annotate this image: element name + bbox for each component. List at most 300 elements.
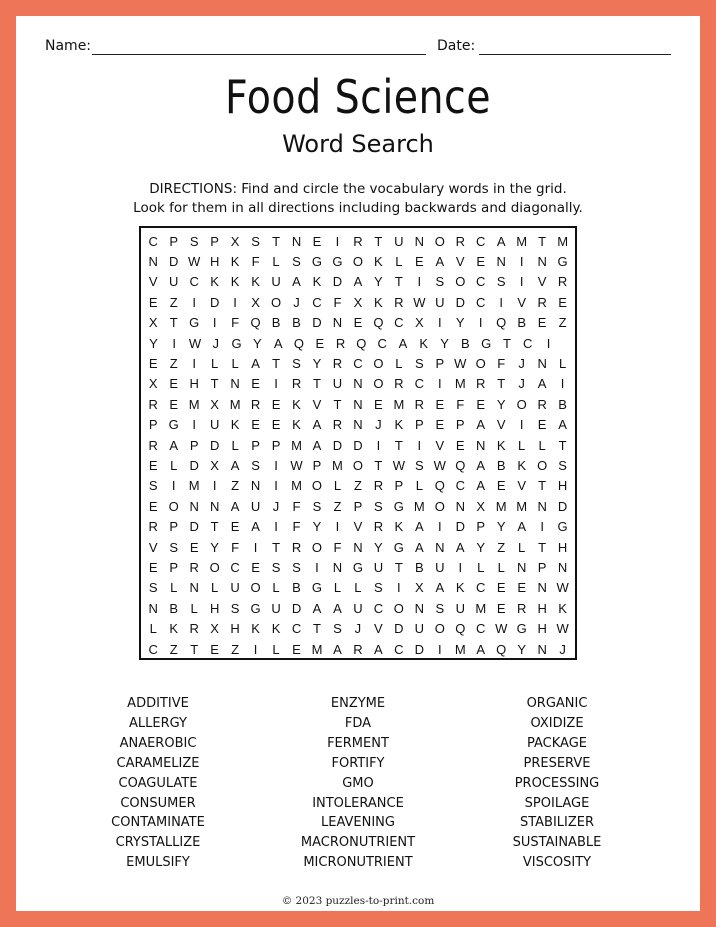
grid-letter[interactable]: Y: [374, 539, 383, 555]
grid-letter[interactable]: U: [435, 559, 445, 575]
grid-letter[interactable]: C: [414, 376, 425, 392]
grid-letter[interactable]: J: [293, 294, 300, 310]
grid-letter[interactable]: N: [496, 254, 506, 270]
grid-letter[interactable]: G: [311, 580, 323, 596]
grid-letter[interactable]: E: [414, 254, 424, 270]
grid-letter[interactable]: S: [292, 559, 301, 575]
grid-letter[interactable]: C: [476, 621, 486, 637]
grid-letter[interactable]: V: [517, 294, 526, 310]
grid-letter[interactable]: E: [189, 539, 199, 555]
grid-letter[interactable]: Z: [231, 478, 240, 494]
grid-letter[interactable]: I: [560, 376, 565, 392]
grid-letter[interactable]: Y: [312, 356, 322, 372]
grid-letter[interactable]: T: [558, 437, 567, 453]
grid-letter[interactable]: W: [556, 580, 569, 596]
grid-letter[interactable]: I: [376, 437, 381, 453]
grid-letter[interactable]: A: [476, 641, 486, 657]
grid-letter[interactable]: V: [148, 539, 158, 555]
grid-letter[interactable]: V: [353, 519, 363, 535]
grid-letter[interactable]: I: [417, 274, 422, 290]
grid-letter[interactable]: J: [212, 335, 220, 351]
grid-letter[interactable]: S: [414, 457, 424, 473]
grid-letter[interactable]: N: [537, 641, 547, 657]
grid-letter[interactable]: T: [272, 539, 281, 555]
grid-letter[interactable]: L: [415, 478, 423, 494]
grid-letter[interactable]: F: [231, 539, 240, 555]
grid-letter[interactable]: R: [394, 376, 404, 392]
grid-letter[interactable]: N: [189, 580, 199, 596]
grid-letter[interactable]: F: [292, 519, 301, 535]
grid-letter[interactable]: D: [332, 437, 343, 453]
grid-letter[interactable]: X: [210, 396, 219, 412]
grid-letter[interactable]: N: [414, 233, 425, 249]
grid-letter[interactable]: M: [229, 396, 241, 412]
grid-letter[interactable]: K: [230, 254, 240, 270]
grid-letter[interactable]: M: [516, 498, 528, 514]
grid-letter[interactable]: G: [557, 254, 568, 270]
grid-letter[interactable]: Q: [434, 478, 445, 494]
grid-letter[interactable]: L: [170, 457, 178, 473]
grid-letter[interactable]: H: [230, 621, 240, 637]
grid-letter[interactable]: R: [148, 437, 158, 453]
grid-letter[interactable]: A: [435, 580, 445, 596]
grid-letter[interactable]: X: [476, 498, 486, 514]
grid-letter[interactable]: T: [394, 274, 403, 290]
grid-letter[interactable]: P: [455, 417, 465, 433]
grid-letter[interactable]: K: [251, 621, 260, 637]
grid-letter[interactable]: A: [558, 417, 567, 433]
grid-letter[interactable]: G: [168, 417, 179, 433]
grid-letter[interactable]: R: [332, 417, 343, 433]
grid-letter[interactable]: A: [537, 376, 547, 392]
grid-letter[interactable]: Q: [356, 335, 367, 351]
grid-letter[interactable]: N: [353, 376, 363, 392]
grid-letter[interactable]: R: [476, 376, 486, 392]
grid-letter[interactable]: E: [292, 641, 301, 657]
grid-letter[interactable]: N: [537, 498, 547, 514]
grid-letter[interactable]: O: [537, 457, 548, 473]
grid-letter[interactable]: A: [353, 274, 363, 290]
grid-letter[interactable]: L: [395, 356, 403, 372]
grid-letter[interactable]: I: [437, 376, 442, 392]
grid-letter[interactable]: N: [332, 315, 343, 331]
grid-letter[interactable]: D: [414, 641, 425, 657]
grid-letter[interactable]: C: [476, 294, 486, 310]
grid-letter[interactable]: F: [333, 294, 342, 310]
grid-letter[interactable]: A: [517, 519, 526, 535]
grid-letter[interactable]: P: [435, 356, 445, 372]
grid-letter[interactable]: O: [352, 254, 363, 270]
grid-letter[interactable]: E: [251, 376, 260, 392]
grid-letter[interactable]: R: [557, 274, 568, 290]
grid-letter[interactable]: K: [312, 274, 322, 290]
grid-letter[interactable]: J: [518, 376, 525, 392]
grid-letter[interactable]: Y: [253, 335, 262, 351]
grid-letter[interactable]: C: [148, 233, 158, 249]
grid-letter[interactable]: N: [557, 559, 568, 575]
grid-letter[interactable]: K: [292, 417, 301, 433]
grid-letter[interactable]: M: [291, 437, 302, 453]
grid-letter[interactable]: L: [211, 356, 219, 372]
grid-letter[interactable]: A: [476, 417, 486, 433]
grid-letter[interactable]: L: [272, 641, 280, 657]
grid-letter[interactable]: X: [251, 294, 260, 310]
grid-letter[interactable]: E: [558, 294, 567, 310]
grid-letter[interactable]: O: [352, 457, 363, 473]
grid-letter[interactable]: L: [149, 621, 157, 637]
grid-letter[interactable]: S: [271, 559, 281, 575]
grid-letter[interactable]: V: [374, 621, 383, 637]
grid-letter[interactable]: T: [394, 559, 403, 575]
grid-letter[interactable]: M: [413, 498, 425, 514]
grid-letter[interactable]: I: [335, 519, 340, 535]
grid-letter[interactable]: E: [271, 396, 281, 412]
grid-letter[interactable]: I: [192, 417, 196, 433]
grid-letter[interactable]: T: [374, 457, 383, 473]
grid-letter[interactable]: A: [312, 437, 322, 453]
grid-letter[interactable]: F: [231, 315, 240, 331]
grid-letter[interactable]: Y: [440, 335, 449, 351]
grid-letter[interactable]: M: [188, 396, 200, 412]
grid-letter[interactable]: A: [230, 498, 240, 514]
grid-letter[interactable]: A: [292, 274, 301, 290]
grid-letter[interactable]: O: [434, 233, 445, 249]
grid-letter[interactable]: W: [433, 457, 446, 473]
grid-letter[interactable]: E: [374, 396, 383, 412]
grid-letter[interactable]: N: [435, 539, 445, 555]
grid-letter[interactable]: T: [374, 233, 383, 249]
grid-letter[interactable]: Q: [455, 457, 466, 473]
grid-letter[interactable]: I: [172, 335, 176, 351]
grid-letter[interactable]: N: [148, 254, 158, 270]
grid-letter[interactable]: K: [374, 254, 383, 270]
grid-letter[interactable]: C: [353, 356, 363, 372]
grid-letter[interactable]: I: [171, 478, 176, 494]
grid-letter[interactable]: N: [250, 478, 261, 494]
grid-letter[interactable]: P: [394, 478, 404, 494]
grid-letter[interactable]: C: [476, 274, 486, 290]
grid-letter[interactable]: I: [540, 519, 544, 535]
grid-letter[interactable]: A: [374, 641, 383, 657]
grid-letter[interactable]: P: [353, 498, 363, 514]
grid-letter[interactable]: I: [417, 437, 422, 453]
grid-letter[interactable]: D: [209, 437, 220, 453]
grid-letter[interactable]: C: [455, 478, 465, 494]
grid-letter[interactable]: A: [398, 335, 408, 351]
grid-letter[interactable]: I: [274, 457, 278, 473]
grid-letter[interactable]: L: [477, 559, 485, 575]
grid-letter[interactable]: W: [413, 294, 426, 310]
grid-letter[interactable]: E: [169, 396, 179, 412]
grid-letter[interactable]: H: [557, 478, 568, 494]
grid-letter[interactable]: L: [497, 559, 505, 575]
grid-letter[interactable]: P: [169, 519, 179, 535]
grid-letter[interactable]: L: [333, 580, 342, 596]
grid-letter[interactable]: U: [394, 233, 404, 249]
grid-letter[interactable]: F: [497, 356, 506, 372]
grid-letter[interactable]: R: [414, 396, 425, 412]
grid-letter[interactable]: U: [414, 621, 425, 637]
grid-letter[interactable]: G: [393, 539, 404, 555]
grid-letter[interactable]: R: [189, 559, 199, 575]
grid-letter[interactable]: A: [251, 519, 260, 535]
grid-letter[interactable]: T: [210, 376, 219, 392]
grid-letter[interactable]: I: [335, 233, 340, 249]
grid-letter[interactable]: T: [313, 376, 321, 392]
grid-letter[interactable]: E: [455, 437, 465, 453]
grid-letter[interactable]: A: [496, 233, 506, 249]
grid-letter[interactable]: S: [312, 498, 322, 514]
grid-letter[interactable]: I: [212, 315, 217, 331]
grid-letter[interactable]: Z: [231, 641, 240, 657]
grid-letter[interactable]: M: [516, 233, 528, 249]
grid-letter[interactable]: I: [192, 356, 196, 372]
grid-letter[interactable]: E: [496, 478, 506, 494]
grid-letter[interactable]: I: [315, 559, 319, 575]
grid-letter[interactable]: E: [148, 356, 158, 372]
grid-letter[interactable]: T: [272, 356, 281, 372]
grid-letter[interactable]: W: [392, 457, 405, 473]
grid-letter[interactable]: I: [397, 580, 401, 596]
grid-letter[interactable]: I: [253, 539, 258, 555]
grid-letter[interactable]: T: [169, 315, 178, 331]
grid-letter[interactable]: K: [271, 621, 281, 637]
grid-letter[interactable]: Y: [496, 519, 506, 535]
grid-letter[interactable]: K: [558, 600, 567, 616]
grid-letter[interactable]: O: [311, 539, 323, 555]
grid-letter[interactable]: D: [394, 621, 404, 637]
grid-letter[interactable]: G: [393, 498, 404, 514]
grid-letter[interactable]: Y: [496, 396, 506, 412]
grid-letter[interactable]: E: [148, 498, 158, 514]
grid-letter[interactable]: O: [393, 600, 404, 616]
grid-letter[interactable]: E: [169, 376, 179, 392]
grid-letter[interactable]: W: [188, 254, 201, 270]
grid-letter[interactable]: D: [291, 600, 302, 616]
grid-letter[interactable]: L: [518, 437, 526, 453]
grid-letter[interactable]: T: [313, 621, 321, 637]
grid-letter[interactable]: I: [212, 478, 217, 494]
grid-letter[interactable]: K: [517, 457, 526, 473]
grid-letter[interactable]: U: [169, 274, 179, 290]
grid-letter[interactable]: C: [189, 274, 199, 290]
grid-letter[interactable]: L: [211, 580, 219, 596]
grid-letter[interactable]: R: [516, 600, 527, 616]
grid-letter[interactable]: S: [230, 600, 240, 616]
grid-letter[interactable]: S: [496, 274, 506, 290]
grid-letter[interactable]: R: [353, 641, 363, 657]
grid-letter[interactable]: K: [496, 437, 506, 453]
grid-letter[interactable]: L: [272, 580, 280, 596]
grid-letter[interactable]: A: [333, 641, 342, 657]
grid-letter[interactable]: W: [290, 457, 303, 473]
grid-letter[interactable]: W: [495, 621, 508, 637]
grid-letter[interactable]: C: [373, 600, 384, 616]
grid-letter[interactable]: K: [210, 274, 219, 290]
grid-letter[interactable]: R: [373, 478, 384, 494]
grid-letter[interactable]: H: [537, 600, 547, 616]
grid-letter[interactable]: K: [419, 335, 429, 351]
name-blank[interactable]: [92, 54, 426, 55]
grid-letter[interactable]: I: [499, 294, 504, 310]
grid-letter[interactable]: B: [496, 457, 506, 473]
grid-letter[interactable]: E: [315, 335, 325, 351]
grid-letter[interactable]: D: [455, 294, 465, 310]
grid-letter[interactable]: A: [251, 356, 260, 372]
grid-letter[interactable]: X: [414, 580, 424, 596]
grid-letter[interactable]: Q: [455, 621, 466, 637]
grid-letter[interactable]: L: [272, 254, 280, 270]
grid-letter[interactable]: B: [517, 315, 526, 331]
grid-letter[interactable]: T: [538, 539, 547, 555]
grid-letter[interactable]: Y: [312, 519, 322, 535]
grid-letter[interactable]: R: [455, 233, 465, 249]
grid-letter[interactable]: Z: [169, 356, 178, 372]
grid-letter[interactable]: R: [353, 233, 363, 249]
grid-letter[interactable]: X: [148, 376, 158, 392]
date-blank[interactable]: [479, 54, 671, 55]
grid-letter[interactable]: P: [251, 437, 260, 453]
grid-letter[interactable]: A: [312, 417, 322, 433]
grid-letter[interactable]: L: [395, 254, 403, 270]
grid-letter[interactable]: A: [333, 600, 342, 616]
grid-letter[interactable]: H: [209, 254, 220, 270]
grid-letter[interactable]: W: [188, 335, 202, 351]
grid-letter[interactable]: O: [168, 498, 179, 514]
grid-letter[interactable]: G: [352, 559, 363, 575]
grid-letter[interactable]: I: [458, 559, 463, 575]
grid-letter[interactable]: A: [312, 600, 322, 616]
grid-letter[interactable]: K: [230, 417, 240, 433]
grid-letter[interactable]: O: [373, 356, 384, 372]
grid-letter[interactable]: N: [189, 498, 199, 514]
grid-letter[interactable]: C: [291, 621, 302, 637]
grid-letter[interactable]: I: [192, 294, 196, 310]
grid-letter[interactable]: G: [557, 519, 568, 535]
grid-letter[interactable]: U: [353, 600, 363, 616]
grid-letter[interactable]: L: [354, 580, 362, 596]
grid-letter[interactable]: C: [377, 335, 387, 351]
grid-letter[interactable]: M: [311, 641, 323, 657]
grid-letter[interactable]: N: [537, 580, 547, 596]
grid-letter[interactable]: O: [516, 396, 527, 412]
grid-letter[interactable]: S: [558, 457, 567, 473]
grid-letter[interactable]: G: [189, 315, 200, 331]
grid-letter[interactable]: O: [475, 356, 486, 372]
grid-letter[interactable]: T: [190, 641, 199, 657]
grid-letter[interactable]: H: [537, 621, 547, 637]
grid-letter[interactable]: H: [209, 600, 220, 616]
grid-letter[interactable]: K: [394, 417, 404, 433]
grid-letter[interactable]: D: [353, 437, 363, 453]
grid-letter[interactable]: V: [455, 254, 465, 270]
grid-letter[interactable]: P: [271, 437, 281, 453]
grid-letter[interactable]: N: [148, 600, 158, 616]
grid-letter[interactable]: N: [455, 498, 465, 514]
grid-letter[interactable]: S: [374, 580, 383, 596]
grid-letter[interactable]: N: [353, 417, 363, 433]
grid-letter[interactable]: M: [291, 478, 302, 494]
grid-letter[interactable]: E: [476, 396, 486, 412]
grid-letter[interactable]: C: [523, 335, 533, 351]
grid-letter[interactable]: U: [250, 498, 261, 514]
grid-letter[interactable]: O: [373, 376, 384, 392]
grid-letter[interactable]: S: [292, 356, 301, 372]
grid-letter[interactable]: R: [291, 376, 302, 392]
grid-letter[interactable]: P: [210, 233, 219, 249]
grid-letter[interactable]: M: [454, 376, 466, 392]
grid-letter[interactable]: A: [414, 539, 424, 555]
grid-letter[interactable]: E: [251, 417, 260, 433]
grid-letter[interactable]: J: [354, 621, 362, 637]
grid-letter[interactable]: T: [538, 478, 547, 494]
grid-letter[interactable]: F: [251, 254, 260, 270]
grid-letter[interactable]: E: [251, 559, 260, 575]
grid-letter[interactable]: M: [495, 498, 507, 514]
grid-letter[interactable]: E: [148, 457, 158, 473]
grid-letter[interactable]: P: [148, 417, 158, 433]
grid-letter[interactable]: F: [456, 396, 465, 412]
grid-letter[interactable]: T: [502, 335, 511, 351]
grid-letter[interactable]: T: [394, 437, 403, 453]
grid-letter[interactable]: C: [394, 641, 404, 657]
grid-letter[interactable]: P: [537, 559, 547, 575]
grid-letter[interactable]: E: [435, 396, 445, 412]
grid-letter[interactable]: B: [414, 559, 424, 575]
grid-letter[interactable]: S: [414, 356, 424, 372]
grid-letter[interactable]: J: [559, 641, 566, 657]
grid-letter[interactable]: Z: [353, 478, 362, 494]
grid-letter[interactable]: N: [291, 233, 302, 249]
grid-letter[interactable]: I: [437, 641, 442, 657]
grid-letter[interactable]: Y: [455, 315, 465, 331]
grid-letter[interactable]: N: [353, 539, 363, 555]
grid-letter[interactable]: D: [189, 519, 199, 535]
grid-letter[interactable]: F: [292, 498, 301, 514]
grid-letter[interactable]: I: [519, 274, 524, 290]
grid-letter[interactable]: O: [209, 559, 220, 575]
grid-letter[interactable]: Q: [250, 315, 261, 331]
grid-letter[interactable]: A: [169, 437, 179, 453]
grid-letter[interactable]: E: [210, 641, 219, 657]
grid-letter[interactable]: K: [455, 580, 465, 596]
grid-letter[interactable]: B: [271, 315, 281, 331]
grid-letter[interactable]: I: [519, 417, 524, 433]
grid-letter[interactable]: P: [169, 559, 179, 575]
grid-letter[interactable]: X: [148, 315, 158, 331]
grid-letter[interactable]: A: [435, 254, 445, 270]
grid-letter[interactable]: W: [454, 356, 467, 372]
grid-letter[interactable]: I: [437, 519, 442, 535]
grid-letter[interactable]: T: [210, 519, 219, 535]
grid-letter[interactable]: Y: [210, 539, 219, 555]
grid-letter[interactable]: L: [231, 437, 239, 453]
grid-letter[interactable]: N: [332, 559, 343, 575]
grid-letter[interactable]: S: [435, 274, 445, 290]
grid-letter[interactable]: K: [230, 274, 240, 290]
grid-letter[interactable]: U: [455, 600, 465, 616]
grid-letter[interactable]: Y: [476, 539, 486, 555]
grid-letter[interactable]: I: [253, 641, 258, 657]
grid-letter[interactable]: E: [353, 315, 363, 331]
grid-letter[interactable]: R: [373, 519, 384, 535]
grid-letter[interactable]: Z: [169, 294, 178, 310]
grid-letter[interactable]: E: [517, 580, 526, 596]
grid-letter[interactable]: L: [538, 437, 546, 453]
grid-letter[interactable]: R: [291, 539, 302, 555]
grid-letter[interactable]: E: [537, 417, 547, 433]
grid-letter[interactable]: E: [496, 600, 506, 616]
